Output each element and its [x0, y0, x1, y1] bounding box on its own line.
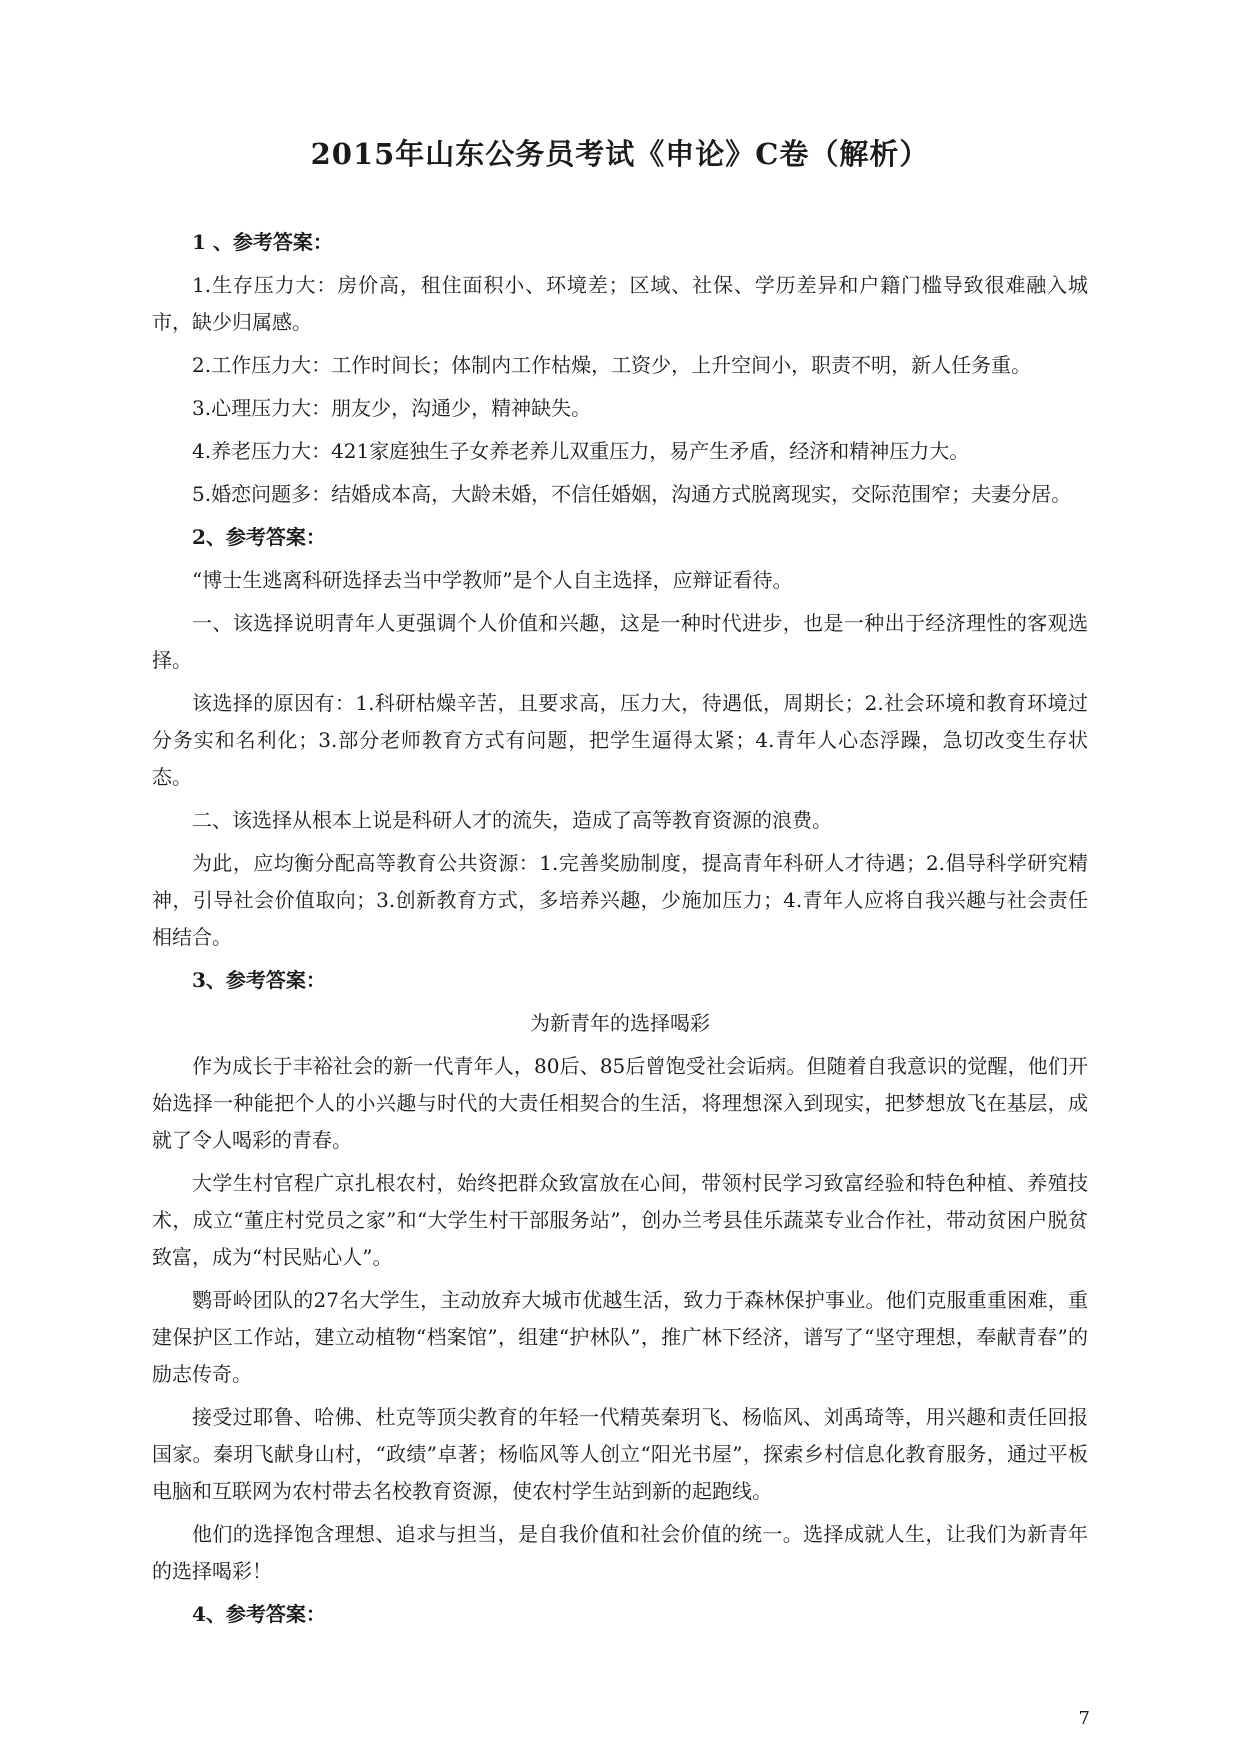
paragraph: 他们的选择饱含理想、追求与担当，是自我价值和社会价值的统一。选择成就人生，让我们为新青年的选择喝彩！ [152, 1522, 1088, 1583]
paragraph: “博士生逃离科研选择去当中学教师”是个人自主选择，应辩证看待。 [192, 568, 793, 592]
paragraph: 3.心理压力大：朋友少，沟通少，精神缺失。 [192, 396, 592, 420]
section-2-heading: 2、参考答案： [192, 525, 326, 549]
paragraph: 二、该选择从根本上说是科研人才的流失，造成了高等教育资源的浪费。 [192, 808, 832, 832]
section-3-heading: 3、参考答案： [192, 968, 326, 992]
paragraph: 为此，应均衡分配高等教育公共资源：1.完善奖励制度，提高青年科研人才待遇；2.倡导科学研究精神，引导社会价值取向；3.创新教育方式，多培养兴趣，少施加压力；4.青年人应将自我兴趣与社会责任相结合。 [152, 851, 1088, 949]
paragraph: 4.养老压力大：421家庭独生子女养老养儿双重压力，易产生矛盾，经济和精神压力大。 [192, 439, 970, 463]
section-4-heading: 4、参考答案： [192, 1602, 326, 1626]
document-title: 2015年山东公务员考试《申论》C卷（解析） [310, 137, 930, 171]
paragraph: 1.生存压力大：房价高，租住面积小、环境差；区域、社保、学历差异和户籍门槛导致很难融入城市，缺少归属感。 [152, 273, 1088, 334]
section-1-heading: 1 、参考答案： [192, 230, 333, 254]
essay-title: 为新青年的选择喝彩 [530, 1011, 710, 1035]
paragraph: 接受过耶鲁、哈佛、杜克等顶尖教育的年轻一代精英秦玥飞、杨临风、刘禹琦等，用兴趣和责任回报国家。秦玥飞献身山村，“政绩”卓著；杨临风等人创立“阳光书屋”，探索乡村信息化教育服务，通过平板电脑和互联网为农村带去名校教育资源，使农村学生站到新的起跑线。 [152, 1405, 1088, 1503]
paragraph: 作为成长于丰裕社会的新一代青年人，80后、85后曾饱受社会诟病。但随着自我意识的觉醒，他们开始选择一种能把个人的小兴趣与时代的大责任相契合的生活，将理想深入到现实，把梦想放飞在基层，成就了令人喝彩的青春。 [152, 1054, 1088, 1152]
paragraph: 一、该选择说明青年人更强调个人价值和兴趣，这是一种时代进步，也是一种出于经济理性的客观选择。 [152, 611, 1088, 672]
paragraph: 大学生村官程广京扎根农村，始终把群众致富放在心间，带领村民学习致富经验和特色种植、养殖技术，成立“董庄村党员之家”和“大学生村干部服务站”，创办兰考县佳乐蔬菜专业合作社，带动贫困户脱贫致富，成为“村民贴心人”。 [152, 1171, 1088, 1269]
paragraph: 该选择的原因有：1.科研枯燥辛苦，且要求高，压力大，待遇低，周期长；2.社会环境和教育环境过分务实和名利化；3.部分老师教育方式有问题，把学生逼得太紧；4.青年人心态浮躁，急切改变生存状态。 [152, 691, 1088, 789]
paragraph: 鹦哥岭团队的27名大学生，主动放弃大城市优越生活，致力于森林保护事业。他们克服重重困难，重建保护区工作站，建立动植物“档案馆”，组建“护林队”，推广林下经济，谱写了“坚守理想，奉献青春”的励志传奇。 [152, 1288, 1088, 1386]
document-body [152, 224, 1088, 1639]
paragraph: 2.工作压力大：工作时间长；体制内工作枯燥，工资少，上升空间小，职责不明，新人任务重。 [192, 353, 1032, 377]
page-number: 7 [1078, 1708, 1090, 1729]
paragraph: 5.婚恋问题多：结婚成本高，大龄未婚，不信任婚姻，沟通方式脱离现实，交际范围窄；夫妻分居。 [192, 482, 1072, 506]
